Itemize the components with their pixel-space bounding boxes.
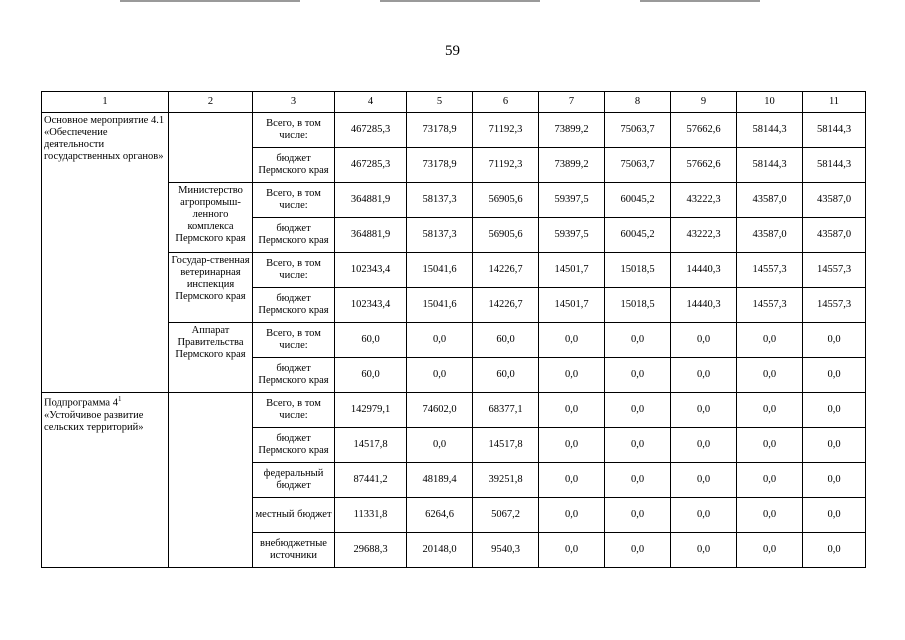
value-cell: 0,0 bbox=[671, 358, 737, 393]
funding-source: бюджет Пермского края bbox=[253, 288, 335, 323]
value-cell: 0,0 bbox=[671, 533, 737, 568]
column-header: 6 bbox=[473, 92, 539, 113]
value-cell: 43587,0 bbox=[737, 218, 803, 253]
funding-source: Всего, в том числе: bbox=[253, 323, 335, 358]
column-header: 8 bbox=[605, 92, 671, 113]
value-cell: 14440,3 bbox=[671, 288, 737, 323]
value-cell: 56905,6 bbox=[473, 183, 539, 218]
budget-table bbox=[41, 91, 866, 568]
value-cell: 15041,6 bbox=[407, 253, 473, 288]
value-cell: 58144,3 bbox=[803, 148, 866, 183]
value-cell: 0,0 bbox=[803, 533, 866, 568]
value-cell: 14557,3 bbox=[737, 288, 803, 323]
value-cell: 0,0 bbox=[539, 323, 605, 358]
value-cell: 0,0 bbox=[539, 533, 605, 568]
org-inspection: Государ-ственная ветеринарная инспекция Пермского края bbox=[169, 253, 253, 323]
value-cell: 74602,0 bbox=[407, 393, 473, 428]
value-cell: 0,0 bbox=[605, 463, 671, 498]
value-cell: 14226,7 bbox=[473, 288, 539, 323]
value-cell: 43587,0 bbox=[803, 218, 866, 253]
value-cell: 0,0 bbox=[803, 428, 866, 463]
value-cell: 102343,4 bbox=[335, 288, 407, 323]
scan-top-edge bbox=[0, 0, 905, 2]
value-cell: 14517,8 bbox=[473, 428, 539, 463]
value-cell: 0,0 bbox=[737, 463, 803, 498]
value-cell: 60,0 bbox=[473, 358, 539, 393]
funding-source: Всего, в том числе: bbox=[253, 113, 335, 148]
value-cell: 0,0 bbox=[671, 428, 737, 463]
value-cell: 0,0 bbox=[539, 393, 605, 428]
value-cell: 14501,7 bbox=[539, 253, 605, 288]
value-cell: 58144,3 bbox=[737, 113, 803, 148]
value-cell: 0,0 bbox=[539, 358, 605, 393]
value-cell: 39251,8 bbox=[473, 463, 539, 498]
value-cell: 0,0 bbox=[605, 498, 671, 533]
value-cell: 14501,7 bbox=[539, 288, 605, 323]
value-cell: 71192,3 bbox=[473, 113, 539, 148]
value-cell: 0,0 bbox=[407, 323, 473, 358]
value-cell: 0,0 bbox=[803, 393, 866, 428]
column-header: 11 bbox=[803, 92, 866, 113]
value-cell: 142979,1 bbox=[335, 393, 407, 428]
value-cell: 0,0 bbox=[803, 463, 866, 498]
value-cell: 60045,2 bbox=[605, 183, 671, 218]
value-cell: 58137,3 bbox=[407, 183, 473, 218]
value-cell: 467285,3 bbox=[335, 148, 407, 183]
value-cell: 60,0 bbox=[335, 323, 407, 358]
page-number: 59 bbox=[445, 43, 460, 59]
funding-source: бюджет Пермского края bbox=[253, 358, 335, 393]
value-cell: 71192,3 bbox=[473, 148, 539, 183]
value-cell: 75063,7 bbox=[605, 148, 671, 183]
value-cell: 0,0 bbox=[605, 428, 671, 463]
value-cell: 57662,6 bbox=[671, 113, 737, 148]
value-cell: 0,0 bbox=[539, 463, 605, 498]
value-cell: 60,0 bbox=[335, 358, 407, 393]
value-cell: 0,0 bbox=[407, 428, 473, 463]
value-cell: 43222,3 bbox=[671, 183, 737, 218]
funding-source: бюджет Пермского края bbox=[253, 218, 335, 253]
value-cell: 9540,3 bbox=[473, 533, 539, 568]
column-header: 2 bbox=[169, 92, 253, 113]
value-cell: 0,0 bbox=[671, 393, 737, 428]
value-cell: 0,0 bbox=[605, 323, 671, 358]
value-cell: 14226,7 bbox=[473, 253, 539, 288]
value-cell: 56905,6 bbox=[473, 218, 539, 253]
subprogram-name bbox=[42, 393, 169, 568]
value-cell: 68377,1 bbox=[473, 393, 539, 428]
activity-name: Основное мероприятие 4.1 «Обеспечение деятельности государственных органов» bbox=[42, 113, 169, 393]
funding-source: внебюджетные источники bbox=[253, 533, 335, 568]
column-header: 3 bbox=[253, 92, 335, 113]
value-cell: 58144,3 bbox=[803, 113, 866, 148]
value-cell: 14557,3 bbox=[737, 253, 803, 288]
value-cell: 0,0 bbox=[539, 428, 605, 463]
value-cell: 0,0 bbox=[671, 323, 737, 358]
table-row bbox=[42, 393, 866, 428]
value-cell: 467285,3 bbox=[335, 113, 407, 148]
subprogram-title: «Устойчивое развитие сельских территорий» bbox=[44, 409, 144, 433]
value-cell: 43222,3 bbox=[671, 218, 737, 253]
funding-source: Всего, в том числе: bbox=[253, 393, 335, 428]
column-header: 7 bbox=[539, 92, 605, 113]
value-cell: 0,0 bbox=[803, 323, 866, 358]
value-cell: 14440,3 bbox=[671, 253, 737, 288]
value-cell: 0,0 bbox=[605, 358, 671, 393]
value-cell: 0,0 bbox=[605, 393, 671, 428]
value-cell: 6264,6 bbox=[407, 498, 473, 533]
value-cell: 364881,9 bbox=[335, 183, 407, 218]
value-cell: 102343,4 bbox=[335, 253, 407, 288]
value-cell: 73178,9 bbox=[407, 113, 473, 148]
value-cell: 14517,8 bbox=[335, 428, 407, 463]
funding-source: Всего, в том числе: bbox=[253, 183, 335, 218]
value-cell: 73899,2 bbox=[539, 113, 605, 148]
value-cell: 0,0 bbox=[539, 498, 605, 533]
value-cell: 0,0 bbox=[737, 498, 803, 533]
value-cell: 0,0 bbox=[737, 533, 803, 568]
value-cell: 15018,5 bbox=[605, 288, 671, 323]
table-row bbox=[42, 113, 866, 148]
funding-source: местный бюджет bbox=[253, 498, 335, 533]
value-cell: 87441,2 bbox=[335, 463, 407, 498]
value-cell: 0,0 bbox=[671, 463, 737, 498]
subprogram-prefix: Подпрограмма 4 bbox=[44, 397, 118, 409]
column-header: 9 bbox=[671, 92, 737, 113]
value-cell: 0,0 bbox=[737, 323, 803, 358]
value-cell: 0,0 bbox=[803, 358, 866, 393]
value-cell: 15018,5 bbox=[605, 253, 671, 288]
funding-source: бюджет Пермского края bbox=[253, 428, 335, 463]
funding-source: федеральный бюджет bbox=[253, 463, 335, 498]
value-cell: 14557,3 bbox=[803, 253, 866, 288]
value-cell: 43587,0 bbox=[803, 183, 866, 218]
value-cell: 58144,3 bbox=[737, 148, 803, 183]
value-cell: 0,0 bbox=[737, 428, 803, 463]
value-cell: 43587,0 bbox=[737, 183, 803, 218]
value-cell: 48189,4 bbox=[407, 463, 473, 498]
value-cell: 15041,6 bbox=[407, 288, 473, 323]
value-cell: 11331,8 bbox=[335, 498, 407, 533]
org-cell-empty bbox=[169, 393, 253, 568]
subprogram-superscript: 1 bbox=[117, 395, 122, 403]
value-cell: 29688,3 bbox=[335, 533, 407, 568]
value-cell: 60045,2 bbox=[605, 218, 671, 253]
value-cell: 0,0 bbox=[803, 498, 866, 533]
value-cell: 14557,3 bbox=[803, 288, 866, 323]
value-cell: 59397,5 bbox=[539, 183, 605, 218]
value-cell: 0,0 bbox=[605, 533, 671, 568]
column-header: 1 bbox=[42, 92, 169, 113]
column-header: 4 bbox=[335, 92, 407, 113]
value-cell: 60,0 bbox=[473, 323, 539, 358]
value-cell: 20148,0 bbox=[407, 533, 473, 568]
value-cell: 0,0 bbox=[737, 358, 803, 393]
header-row bbox=[42, 92, 866, 113]
value-cell: 0,0 bbox=[737, 393, 803, 428]
funding-source: бюджет Пермского края bbox=[253, 148, 335, 183]
value-cell: 0,0 bbox=[671, 498, 737, 533]
value-cell: 57662,6 bbox=[671, 148, 737, 183]
value-cell: 364881,9 bbox=[335, 218, 407, 253]
value-cell: 58137,3 bbox=[407, 218, 473, 253]
value-cell: 0,0 bbox=[407, 358, 473, 393]
value-cell: 73178,9 bbox=[407, 148, 473, 183]
org-apparatus: Аппарат Правительства Пермского края bbox=[169, 323, 253, 393]
column-header: 5 bbox=[407, 92, 473, 113]
value-cell: 5067,2 bbox=[473, 498, 539, 533]
value-cell: 59397,5 bbox=[539, 218, 605, 253]
org-ministry: Министерство агропромыш-ленного комплекса Пермского края bbox=[169, 183, 253, 253]
value-cell: 73899,2 bbox=[539, 148, 605, 183]
funding-source: Всего, в том числе: bbox=[253, 253, 335, 288]
org-cell-empty bbox=[169, 113, 253, 183]
column-header: 10 bbox=[737, 92, 803, 113]
value-cell: 75063,7 bbox=[605, 113, 671, 148]
